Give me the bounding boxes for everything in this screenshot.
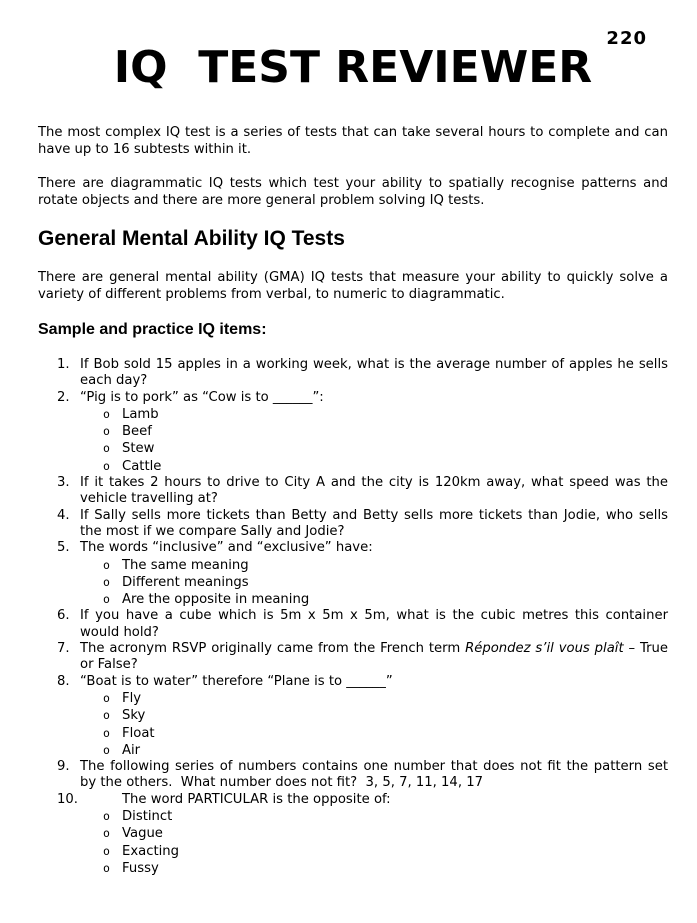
option-label: Cattle: [122, 458, 162, 474]
option-item: [103, 690, 668, 707]
option-label: Fly: [122, 690, 142, 706]
option-item: [103, 574, 668, 591]
question-text: If Bob sold 15 apples in a working week, what is the average number of apples he sells each day?: [80, 357, 668, 389]
circle-bullet-icon: o: [103, 708, 110, 723]
question-item: [38, 674, 668, 690]
question-text-post: – True or False?: [80, 641, 669, 673]
option-item: [103, 707, 668, 724]
page-title: IQ TEST REVIEWER: [113, 42, 593, 93]
option-label: Exacting: [122, 843, 180, 859]
option-item: [103, 557, 668, 574]
option-label: Vague: [122, 826, 163, 842]
option-label: Beef: [122, 424, 152, 440]
question-text-french-italic: Répondez s’il vous plaît: [465, 641, 624, 657]
question-item: [38, 508, 668, 541]
circle-bullet-icon: o: [103, 557, 110, 572]
sub-heading: Sample and practice IQ items:: [38, 321, 267, 338]
circle-bullet-icon: o: [103, 826, 110, 841]
circle-bullet-icon: o: [103, 441, 110, 456]
circle-bullet-icon: o: [103, 860, 110, 875]
option-label: Different meanings: [122, 574, 249, 590]
option-label: The same meaning: [122, 557, 249, 573]
circle-bullet-icon: o: [103, 809, 110, 824]
option-label: Are the opposite in meaning: [122, 592, 310, 608]
question-number: 9.: [57, 759, 70, 775]
option-item: [103, 406, 668, 423]
question-item: [38, 608, 668, 641]
question-number: 5.: [57, 540, 70, 556]
question-number: 2.: [57, 389, 70, 405]
option-item: [103, 423, 668, 440]
circle-bullet-icon: o: [103, 725, 110, 740]
option-item: [103, 742, 668, 759]
document-page: [0, 28, 697, 923]
circle-bullet-icon: o: [103, 742, 110, 757]
option-item: [103, 860, 668, 877]
question-item: [38, 641, 668, 674]
section-paragraph: There are general mental ability (GMA) IQ tests that measure your ability to quickly solve a variety of different problems from verbal, to numeric to diagrammatic.: [38, 270, 668, 302]
circle-bullet-icon: o: [103, 406, 110, 421]
question-text: The following series of numbers contains one number that does not fit the pattern set by the others. What number does not fit? 3, 5, 7, 11, 14, 17: [80, 759, 668, 791]
question-item: [38, 475, 668, 508]
option-item: [103, 458, 668, 475]
question-item: [38, 792, 668, 808]
circle-bullet-icon: o: [103, 458, 110, 473]
option-item: [103, 808, 668, 825]
question-text: If you have a cube which is 5m x 5m x 5m, what is the cubic metres this container would hold?: [80, 608, 668, 640]
question-number: 7.: [57, 641, 70, 657]
circle-bullet-icon: o: [103, 592, 110, 607]
question-number: 10.: [57, 791, 78, 807]
question-text: The words “inclusive” and “exclusive” have:: [80, 540, 373, 556]
intro-paragraph-2: There are diagrammatic IQ tests which test your ability to spatially recognise patterns and rotate objects and there are more general problem solving IQ tests.: [38, 176, 668, 208]
option-label: Sky: [122, 708, 146, 724]
question-number: 4.: [57, 507, 70, 523]
question-number: 8.: [57, 673, 70, 689]
question-number: 1.: [57, 357, 70, 372]
question-number: 6.: [57, 608, 70, 624]
question-item: [38, 759, 668, 792]
circle-bullet-icon: o: [103, 690, 110, 705]
option-label: Float: [122, 725, 155, 741]
option-label: Fussy: [122, 860, 159, 876]
circle-bullet-icon: o: [103, 843, 110, 858]
question-item: [38, 540, 668, 556]
option-label: Distinct: [122, 809, 173, 825]
question-text: The word PARTICULAR is the opposite of:: [122, 791, 391, 807]
question-item: [38, 390, 668, 406]
option-label: Air: [122, 742, 141, 758]
page-number: 220: [606, 28, 647, 49]
option-item: [103, 591, 668, 608]
question-text: “Pig is to pork” as “Cow is to ______”:: [80, 389, 324, 405]
circle-bullet-icon: o: [103, 574, 110, 589]
option-item: [103, 440, 668, 457]
section-heading: General Mental Ability IQ Tests: [38, 227, 345, 250]
circle-bullet-icon: o: [103, 424, 110, 439]
question-text: If Sally sells more tickets than Betty and Betty sells more tickets than Jodie, who sells the most if we compare Sally and Jodie?: [80, 507, 668, 539]
question-text: “Boat is to water” therefore “Plane is to ______”: [80, 673, 393, 689]
question-text: [80, 641, 668, 674]
question-number: 3.: [57, 475, 70, 491]
option-label: Lamb: [122, 406, 159, 422]
option-item: [103, 825, 668, 842]
question-item: [38, 357, 668, 390]
option-label: Stew: [122, 441, 155, 457]
question-text: If it takes 2 hours to drive to City A and the city is 120km away, what speed was the vehicle travelling at?: [80, 475, 668, 507]
question-text-pre: The acronym RSVP originally came from the French term: [80, 641, 466, 657]
question-list: [38, 357, 668, 877]
intro-paragraph-1: The most complex IQ test is a series of tests that can take several hours to complete and can have up to 16 subtests within it.: [38, 125, 668, 157]
option-item: [103, 843, 668, 860]
option-item: [103, 725, 668, 742]
